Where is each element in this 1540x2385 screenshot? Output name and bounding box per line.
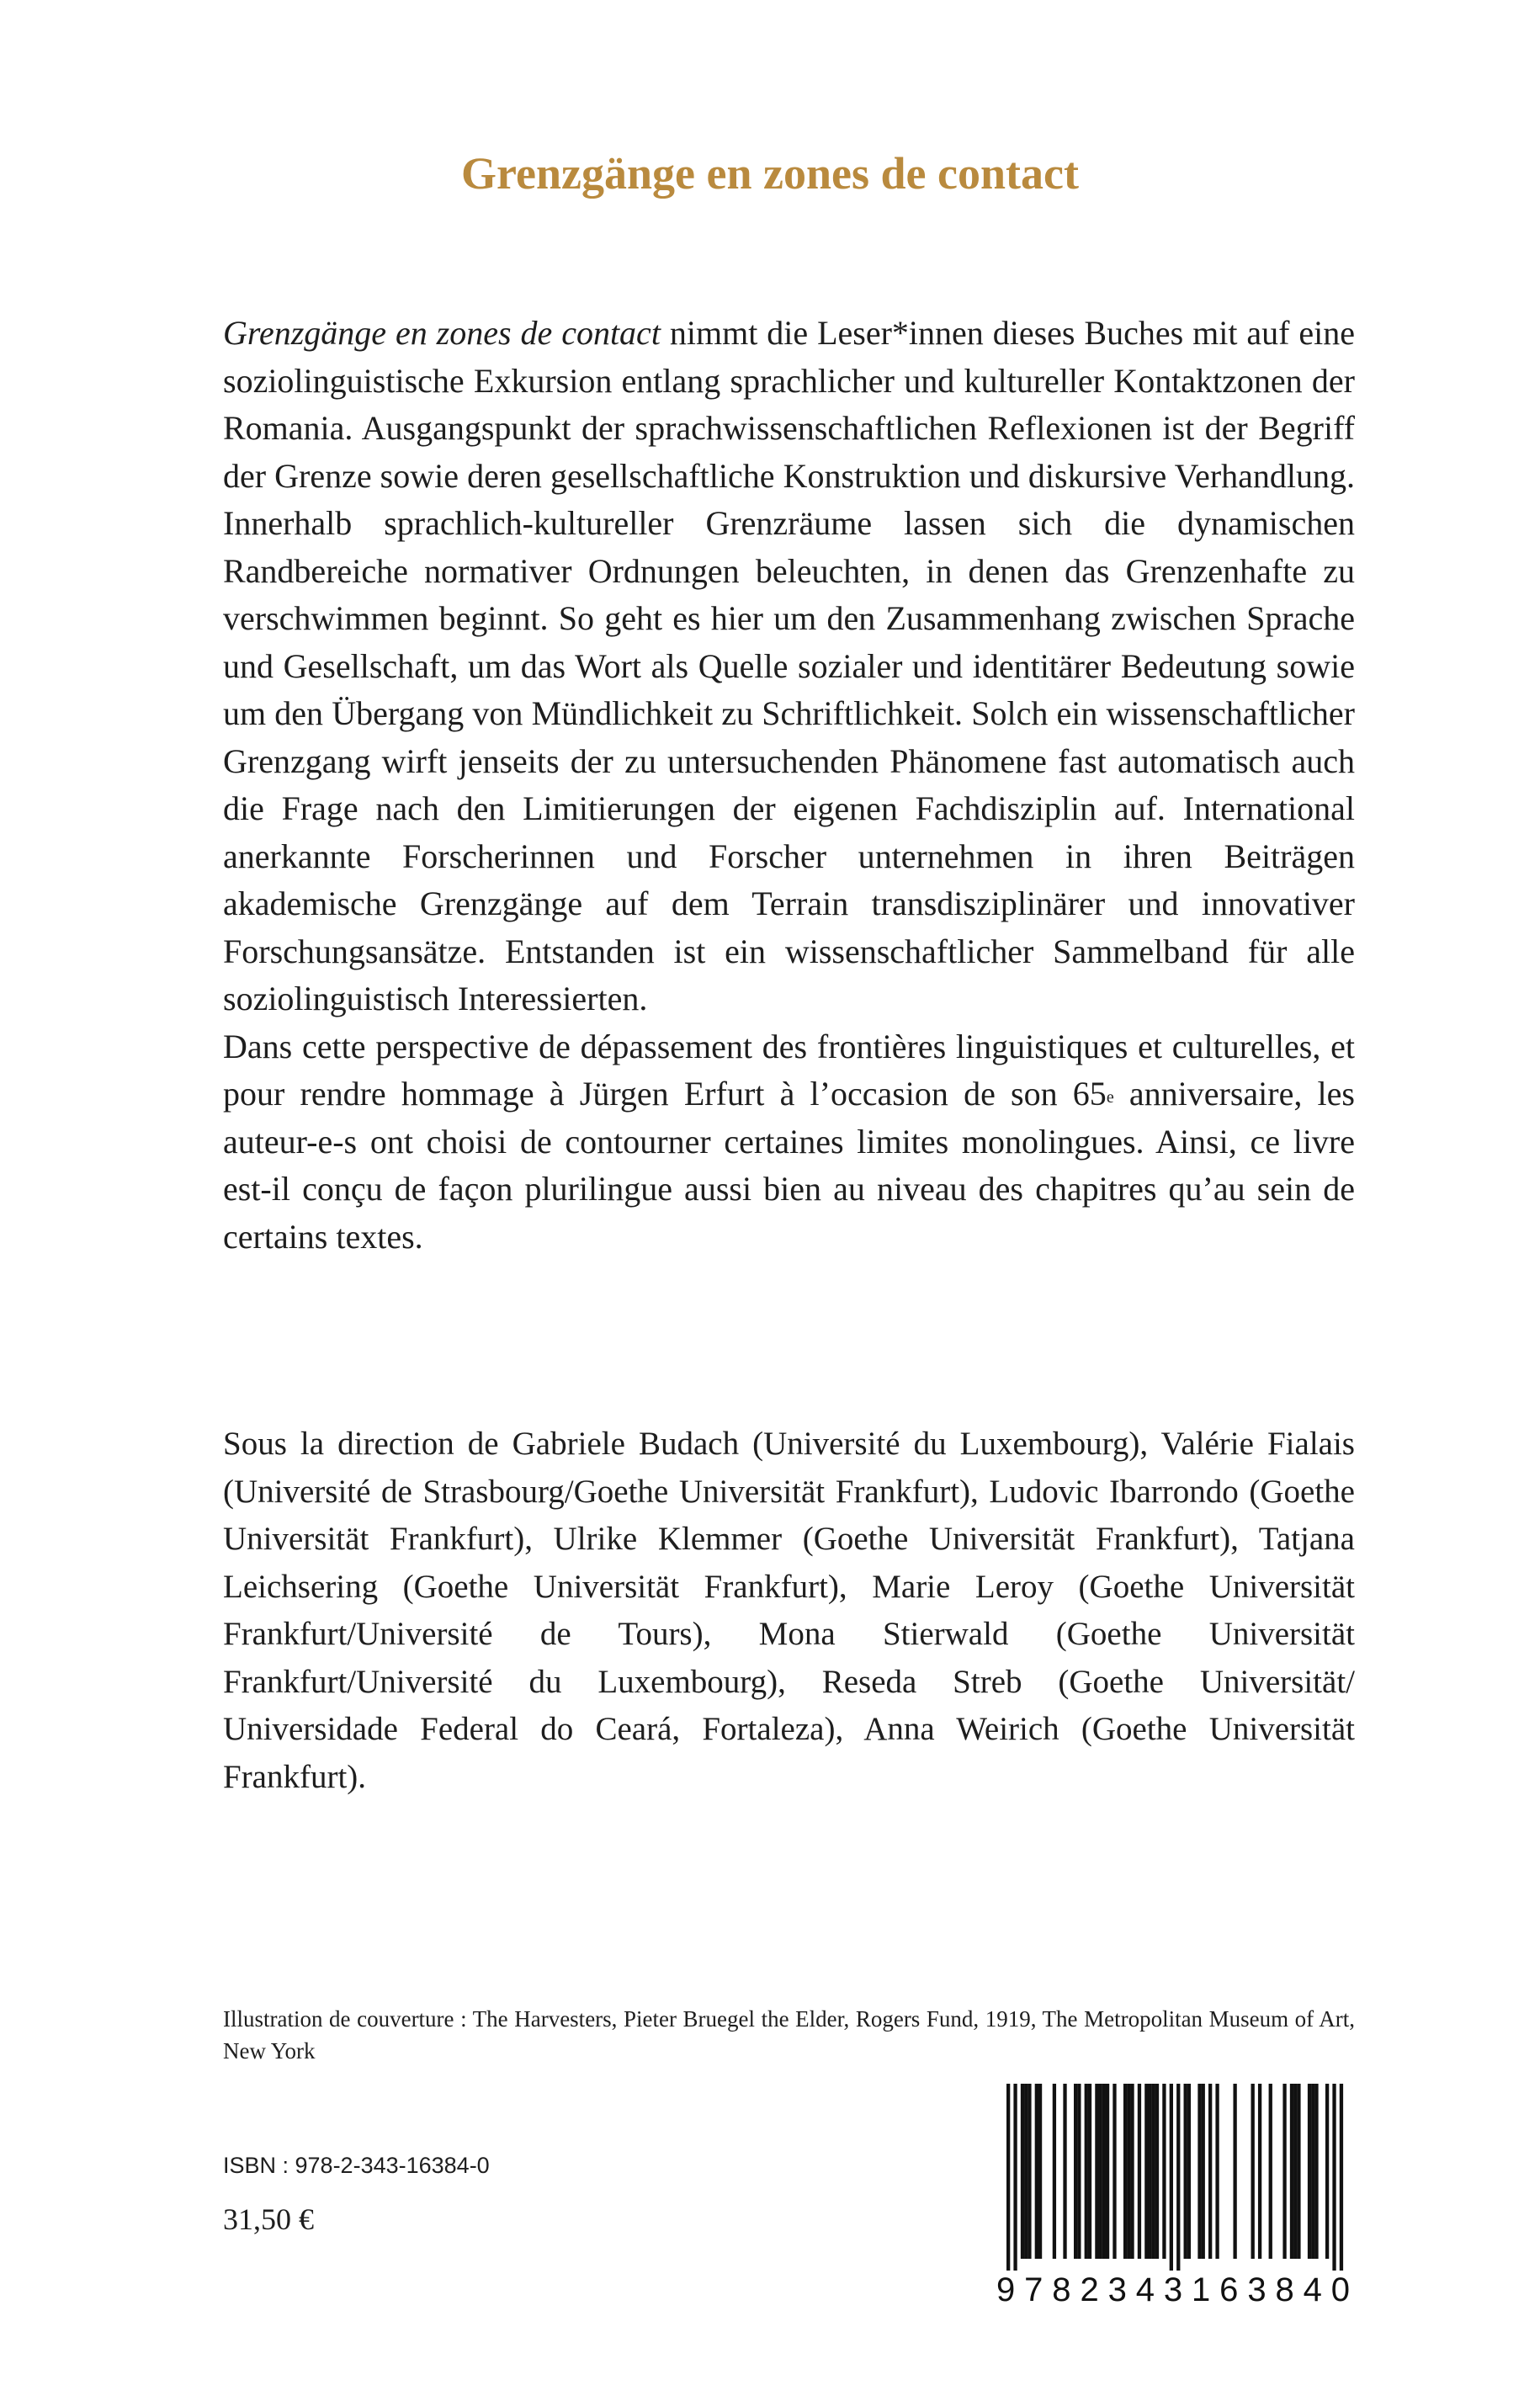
barcode-digits: 9782343163840: [996, 2271, 1350, 2307]
barcode-bar: [1311, 2084, 1314, 2259]
barcode-bar: [1282, 2084, 1286, 2259]
barcode-bar: [1085, 2084, 1088, 2259]
barcode-bar: [1063, 2084, 1066, 2259]
abstract-french-text-2: anniversaire, les auteur-e-s ont choisi de contourner certaines limites monolingues. Ainsi, ce livre est-il conçu de façon plurilingue aussi bien au niveau des chapitres qu’au sein de certains textes.: [223, 1075, 1355, 1256]
abstract-german-paragraph: [223, 310, 1355, 1023]
barcode-icon: [991, 2084, 1355, 2307]
barcode-bar: [1113, 2084, 1116, 2259]
barcode-bar: [1074, 2084, 1077, 2259]
barcode-bar: [1006, 2084, 1010, 2271]
barcode-bar: [1208, 2084, 1212, 2259]
barcode-bar: [1162, 2084, 1166, 2259]
barcode-bars: [1006, 2084, 1343, 2271]
barcode-bar: [1144, 2084, 1148, 2259]
barcode-bar: [1024, 2084, 1028, 2259]
barcode-bar: [1332, 2084, 1336, 2271]
barcode-bar: [1176, 2084, 1180, 2271]
book-title: Grenzgänge en zones de contact: [461, 148, 1079, 199]
barcode-bar: [1013, 2084, 1017, 2271]
barcode-bar: [1325, 2084, 1329, 2259]
ordinal-superscript: e: [1106, 1088, 1114, 1107]
barcode-bar: [1170, 2084, 1173, 2271]
barcode-bar: [1130, 2084, 1134, 2259]
cover-illustration-credit: Illustration de couverture : The Harvesters, Pieter Bruegel the Elder, Rogers Fund, 1919, The Metropolitan Museum of Art, New York: [223, 2006, 1355, 2064]
barcode-bar: [1138, 2084, 1141, 2259]
barcode-bar: [1095, 2084, 1098, 2259]
barcode-bar: [1202, 2084, 1205, 2259]
editors-text: Sous la direction de Gabriele Budach (Université du Luxembourg), Valérie Fialais (Université de Strasbourg/Goethe Universität Frankfurt), Ludovic Ibarrondo (Goethe Universität Frankfurt), Ulrike Klemmer (Goethe Universität Frankfurt), Tatjana Leichsering (Goethe Universität Frankfurt), Marie Leroy (Goethe Universität Frankfurt/Université de Tours), Mona Stierwald (Goethe Universität Frankfurt/Université du Luxembourg), Reseda Streb (Goethe Universität/ Universidade Federal do Ceará, Fortaleza), Anna Weirich (Goethe Universität Frankfurt).: [223, 1426, 1355, 1795]
barcode-bar: [1290, 2084, 1293, 2259]
barcode-bar: [1053, 2084, 1056, 2259]
barcode-bar: [1269, 2084, 1272, 2259]
barcode-bar: [1251, 2084, 1255, 2259]
barcode-bar: [1102, 2084, 1106, 2259]
barcode-bar: [1308, 2084, 1311, 2259]
barcode-bar: [1021, 2084, 1024, 2259]
barcode-bar: [1088, 2084, 1091, 2259]
barcode-bar: [1233, 2084, 1236, 2259]
barcode-bar: [1123, 2084, 1127, 2259]
abstract: [223, 310, 1355, 1261]
barcode-bar: [1038, 2084, 1042, 2259]
editors-block: [223, 1421, 1355, 1801]
barcode-bar: [1184, 2084, 1187, 2259]
barcode-bar: [1028, 2084, 1031, 2259]
barcode-bar: [1127, 2084, 1130, 2259]
barcode-bar: [1148, 2084, 1151, 2259]
barcode-bar: [1152, 2084, 1155, 2259]
barcode-bar: [1155, 2084, 1159, 2259]
price: 31,50 €: [223, 2202, 314, 2236]
barcode-bar: [1340, 2084, 1343, 2271]
barcode-bar: [1035, 2084, 1038, 2259]
barcode-bar: [1297, 2084, 1300, 2259]
barcode-bar: [1106, 2084, 1109, 2259]
barcode-bar: [1215, 2084, 1219, 2259]
barcode-bar: [1187, 2084, 1191, 2259]
barcode-bar: [1293, 2084, 1297, 2259]
abstract-german-text: nimmt die Leser*innen dieses Buches mit auf eine soziolinguistische Exkursion entlang sprachlicher und kultureller Kontaktzonen der Romania. Ausgangspunkt der sprachwissenschaftlichen Reflexionen ist der Begriff der Grenze sowie deren gesellschaftliche Konstruktion und diskursive Verhandlung. Innerhalb sprachlich-kultureller Grenzräume lassen sich die dynamischen Randbereiche normativer Ordnungen beleuchten, in denen das Grenzenhafte zu verschwimmen beginnt. So geht es hier um den Zusammenhang zwischen Sprache und Gesellschaft, um das Wort als Quelle sozialer und identitärer Bedeutung sowie um den Übergang von Mündlichkeit zu Schriftlichkeit. Solch ein wissenschaftlicher Grenzgang wirft jenseits der zu untersuchenden Phänomene fast automatisch auch die Frage nach den Limitierungen der eigenen Fachdisziplin auf. International anerkannte Forscherinnen und Forscher unternehmen in ihren Beiträgen akademische Grenzgänge auf dem Terrain transdisziplinärer und innovativer Forschungsansätze. Entstanden ist ein wissenschaftlicher Sammelband für alle soziolinguistisch Interessierten.: [223, 314, 1356, 1017]
barcode-bar: [1314, 2084, 1318, 2259]
abstract-title-italic: Grenzgänge en zones de contact: [223, 314, 661, 352]
barcode-bar: [1077, 2084, 1081, 2259]
abstract-french-text-1: Dans cette perspective de dépassement des frontières linguistiques et culturelles, et pour rendre hommage à Jürgen Erfurt à l’occasion de son 65: [223, 1027, 1355, 1113]
isbn: ISBN : 978-2-343-16384-0: [223, 2153, 490, 2178]
barcode-bar: [1258, 2084, 1261, 2259]
abstract-french-paragraph: [223, 1023, 1355, 1262]
barcode-bar: [1197, 2084, 1201, 2259]
barcode-bar: [1098, 2084, 1102, 2259]
